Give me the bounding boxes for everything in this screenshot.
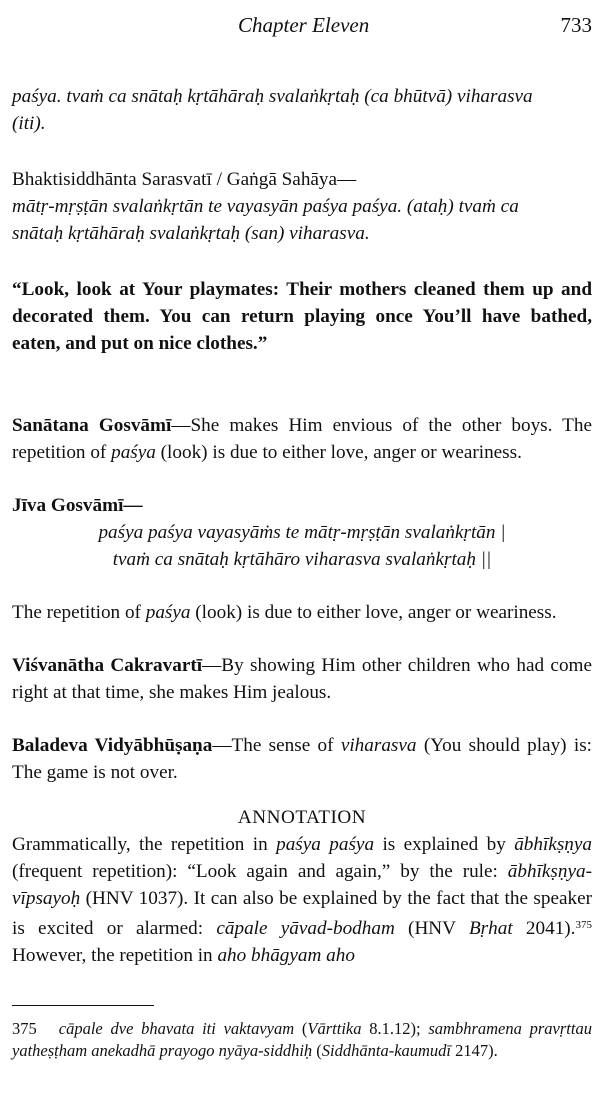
footnote-text: 2147). <box>451 1041 498 1060</box>
commentator-name: Sanātana Gosvāmī <box>12 415 172 436</box>
commentary-text <box>12 599 592 626</box>
sanskrit-word: paśya <box>145 602 191 623</box>
sanskrit-word: paśya <box>111 442 156 463</box>
sanskrit-term: paśya paśya <box>276 834 375 855</box>
section-heading: ANNOTATION <box>237 807 367 828</box>
commentary-jiva <box>12 492 592 519</box>
annotation-text: (frequent repetition): “Look again and again,” by the rule: <box>12 861 508 882</box>
verse-line: paśya paśya vayasyāṁs te mātṛ-mṛṣṭān svalaṅkṛtān | <box>98 522 506 543</box>
sanskrit-line: mātṛ-mṛṣṭān svalaṅkṛtān te vayasyān paśya paśya. (ataḥ) tvaṁ ca <box>12 196 519 217</box>
commentary-text: (look) is due to either love, anger or weariness. <box>155 442 522 463</box>
footnote-term: Siddhānta-kaumudī <box>321 1041 452 1060</box>
footnote-term: cāpale dve bhavata iti vaktavyam <box>58 1019 295 1038</box>
verse-line: tvaṁ ca snātaḥ kṛtāhāro viharasva svalaṅkṛtaḥ || <box>112 549 492 570</box>
commentary-text: —She makes Him envious of the other boys. The repetition of <box>12 415 592 463</box>
sanskrit-word: viharasva <box>340 735 417 756</box>
annotation-text: Grammatically, the repetition in <box>12 834 277 855</box>
running-head: Chapter Eleven <box>238 13 370 37</box>
commentary-sanatana <box>12 412 592 466</box>
commentary-text: (look) is due to either love, anger or weariness. <box>190 602 557 623</box>
commentator-name: Bhaktisiddhānta Sarasvatī / Gaṅgā Sahāya— <box>12 169 357 190</box>
footnote-number: 375 <box>12 1019 37 1038</box>
translation: “Look, look at Your playmates: Their mothers cleaned them up and decorated them. You can return playing once You’ll have bathed, eaten, and put on nice clothes.” <box>12 279 592 354</box>
annotation-text: 2041). <box>512 918 576 939</box>
annotation-paragraph <box>12 831 592 969</box>
sanskrit-line: snātaḥ kṛtāhāraḥ svalaṅkṛtaḥ (san) viharasva. <box>12 223 370 244</box>
commentary-text: The repetition of <box>12 602 146 623</box>
commentator-name: Viśvanātha Cakravartī <box>12 655 203 676</box>
annotation-text: is explained by <box>374 834 515 855</box>
sanskrit-line: paśya. tvaṁ ca snātaḥ kṛtāhāraḥ svalaṅkṛtaḥ (ca bhūtvā) viharasva <box>12 86 533 107</box>
commentary-bhaktisiddhanta <box>12 166 592 247</box>
sanskrit-term: cāpale yāvad-bodham <box>216 918 395 939</box>
commentary-visvanatha <box>12 652 592 706</box>
page-number: 733 <box>560 13 592 37</box>
annotation-text: (HNV 1037). It can also be explained by the fact that the speaker is excited or alarmed: <box>12 888 592 939</box>
page-body <box>12 83 592 969</box>
verse <box>12 519 592 573</box>
sanskrit-term: aho bhāgyam aho <box>217 945 355 966</box>
footnote-marker[interactable]: 375 <box>575 919 592 931</box>
commentary-text: —By showing Him other children who had come right at that time, she makes Him jealous. <box>12 655 592 703</box>
annotation-text: However, the repetition in <box>12 945 218 966</box>
commentary-text: (You should play) is: The game is not over. <box>12 735 592 783</box>
sanskrit-term: ābhīkṣṇya-vīpsayoḥ <box>12 861 592 909</box>
commentary-baladeva <box>12 732 592 786</box>
footnote <box>12 1018 592 1062</box>
commentator-name: Jīva Gosvāmī— <box>12 495 143 516</box>
footnote-text: ( <box>294 1019 308 1038</box>
footnote-divider <box>12 1005 154 1006</box>
footnote-text: 8.1.12); <box>361 1019 429 1038</box>
footnote-term: sambhramena pravṛttau yatheṣṭham anekadhā prayogo nyāya-siddhiḥ <box>12 1019 592 1060</box>
footnote-term: Vārttika <box>307 1019 362 1038</box>
sanskrit-line: (iti). <box>12 113 46 134</box>
sanskrit-term: Bṛhat <box>468 918 513 939</box>
commentator-name: Baladeva Vidyābhūṣaṇa <box>12 735 213 756</box>
page-header <box>12 8 592 38</box>
annotation-text: (HNV <box>394 918 469 939</box>
book-page <box>12 0 592 1095</box>
footnote-text: ( <box>312 1041 322 1060</box>
sanskrit-paragraph-1 <box>12 83 592 137</box>
commentary-text: —The sense of <box>212 735 341 756</box>
sanskrit-term: ābhīkṣṇya <box>514 834 593 855</box>
